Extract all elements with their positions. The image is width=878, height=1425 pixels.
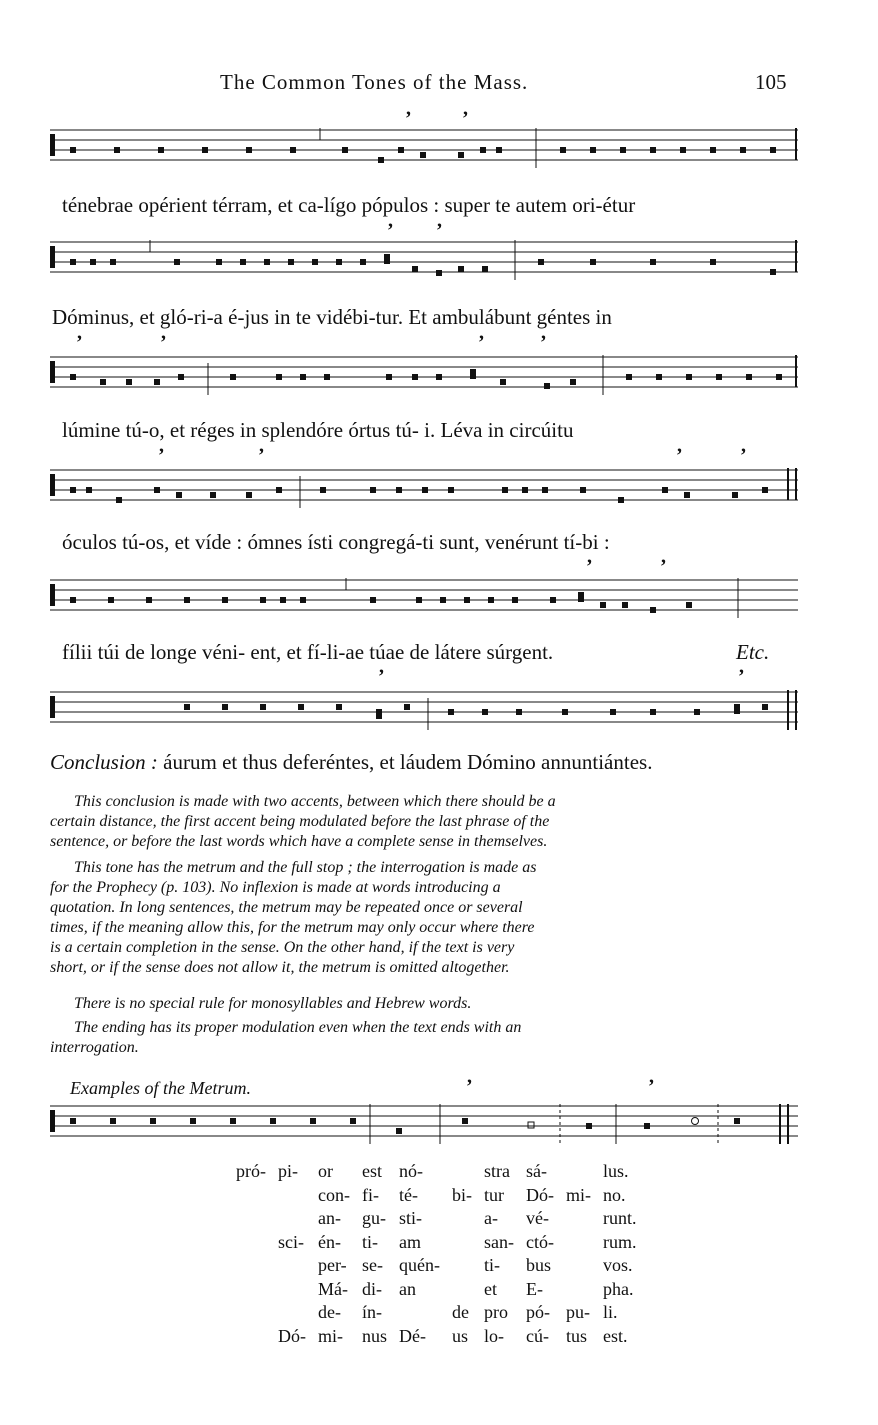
example-syllable: di- [361, 1278, 382, 1299]
etc-label: Etc. [736, 640, 770, 664]
example-syllable: an- [318, 1208, 341, 1228]
lyric-line: ténebrae opérient térram, et ca-lígo pópulos : super te autem ori-étur [62, 193, 636, 217]
accent-mark: ʼ [76, 332, 83, 354]
example-syllable [272, 1207, 312, 1231]
example-row [230, 1325, 642, 1349]
example-syllable: pó- [525, 1302, 550, 1322]
note-line: for the Prophecy (p. 103). No inflexion is made at words introducing a [50, 879, 501, 896]
accent-mark: ʼ [160, 332, 167, 354]
accent-mark: ʼ [436, 220, 443, 242]
page-header-title: The Common Tones of the Mass. [220, 70, 529, 94]
example-syllable: nus [361, 1325, 387, 1346]
example-syllable: Dé- [399, 1325, 426, 1346]
example-syllable [560, 1254, 597, 1278]
accent-mark: ʼ [540, 332, 547, 354]
accent-mark: ʼ [740, 445, 747, 467]
chant-staff [50, 578, 798, 618]
accent-mark: ʼ [405, 108, 412, 130]
example-syllable: per- [318, 1255, 347, 1275]
note-paragraph [50, 1018, 798, 1058]
example-syllable: et [483, 1278, 497, 1299]
example-syllable [272, 1278, 312, 1302]
example-syllable: rum. [602, 1231, 637, 1252]
example-syllable: sti- [399, 1208, 423, 1228]
example-syllable: mi- [318, 1325, 343, 1346]
lyric-line: lúmine tú-o, et réges in splendóre órtus tú- i. Léva in circúitu [62, 418, 574, 442]
example-syllable: sci- [278, 1231, 304, 1252]
example-syllable [393, 1301, 446, 1325]
example-syllable [230, 1254, 272, 1278]
example-row [230, 1278, 642, 1302]
example-syllable: bus [525, 1255, 551, 1275]
examples-label: Examples of the Metrum. [70, 1078, 251, 1098]
example-row [230, 1207, 642, 1231]
accent-mark: ʼ [387, 220, 394, 242]
example-syllable: ti- [361, 1231, 378, 1252]
example-syllable: fi- [361, 1184, 379, 1205]
example-syllable: a- [483, 1208, 498, 1228]
example-syllable: mi- [565, 1184, 591, 1205]
note-line: certain distance, the first accent being modulated before the last phrase of the [50, 813, 550, 830]
example-row [230, 1184, 642, 1208]
example-syllable: E- [525, 1278, 543, 1299]
example-syllable: pha. [602, 1278, 634, 1299]
accent-mark: ʼ [258, 445, 265, 467]
accent-mark: ʼ [478, 332, 485, 354]
example-syllable: én- [318, 1231, 341, 1252]
example-syllable [446, 1207, 478, 1231]
conclusion-label: Conclusion : [50, 750, 158, 774]
example-syllable [446, 1160, 478, 1184]
accent-mark: ʼ [462, 108, 469, 130]
example-syllable: Dó- [525, 1184, 554, 1205]
note-paragraph [50, 994, 798, 1014]
example-syllable: vé- [525, 1208, 549, 1228]
example-syllable: de- [318, 1302, 341, 1322]
example-syllable: pi- [278, 1161, 298, 1181]
chant-staff [50, 128, 798, 168]
example-syllable: gu- [361, 1208, 386, 1228]
example-syllable [560, 1160, 597, 1184]
example-syllable [446, 1231, 478, 1255]
lyric-line: Dóminus, et gló-ri-a é-jus in te vidébi-tur. Et ambulábunt géntes in [52, 305, 612, 329]
conclusion-line [50, 750, 652, 775]
note-line: short, or if the sense does not allow it, the metrum is omitted altogether. [50, 959, 510, 976]
note-paragraph [50, 858, 798, 978]
example-syllable: sá- [525, 1161, 547, 1181]
example-syllable: runt. [602, 1208, 637, 1228]
lyric-line: óculos tú-os, et víde : ómnes ísti congregá-ti sunt, venérunt tí-bi : [62, 530, 610, 554]
example-syllable: tur [483, 1184, 504, 1205]
example-row [230, 1231, 642, 1255]
example-syllable: stra [483, 1161, 510, 1181]
example-syllable: li. [602, 1302, 618, 1322]
example-syllable [230, 1184, 272, 1208]
accent-mark: ʼ [586, 556, 593, 578]
example-syllable [272, 1254, 312, 1278]
example-syllable: Dó- [278, 1325, 306, 1346]
accent-mark: ʼ [466, 1076, 473, 1098]
note-line: sentence, or before the last words which have a complete sense in themselves. [50, 833, 548, 850]
example-syllable [560, 1207, 597, 1231]
example-syllable: pró- [236, 1161, 266, 1181]
example-row [230, 1301, 642, 1325]
example-syllable: té- [399, 1184, 418, 1205]
example-syllable: lo- [483, 1325, 504, 1346]
page-number: 105 [755, 70, 787, 94]
example-syllable [230, 1278, 272, 1302]
example-syllable: pro [483, 1302, 508, 1322]
note-line: is a certain completion in the sense. On the other hand, if the text is very [50, 939, 515, 956]
example-syllable: pu- [565, 1302, 590, 1322]
example-syllable: con- [318, 1184, 350, 1205]
example-syllable [272, 1301, 312, 1325]
note-line: This tone has the metrum and the full stop ; the interrogation is made as [74, 859, 537, 876]
note-line: quotation. In long sentences, the metrum may be repeated once or several [50, 899, 523, 916]
accent-mark: ʼ [738, 666, 745, 688]
example-syllable [230, 1207, 272, 1231]
example-syllable: us [451, 1325, 468, 1346]
example-syllable: san- [483, 1231, 514, 1252]
example-syllable: cú- [525, 1325, 549, 1346]
example-syllable: quén- [399, 1255, 440, 1275]
example-syllable [446, 1278, 478, 1302]
example-syllable [560, 1278, 597, 1302]
chant-staff [50, 240, 798, 280]
example-syllable [272, 1184, 312, 1208]
example-syllable: de [451, 1302, 469, 1322]
accent-mark: ʼ [378, 666, 385, 688]
example-syllable: ctó- [525, 1231, 554, 1252]
metrum-examples-table [230, 1160, 642, 1348]
note-line: times, if the meaning allow this, for the metrum may only occur where there [50, 919, 535, 936]
note-paragraph [50, 792, 798, 852]
chant-staff [50, 690, 798, 730]
note-line: This conclusion is made with two accents, between which there should be a [74, 793, 556, 810]
chant-staff [50, 468, 798, 508]
example-syllable [560, 1231, 597, 1255]
example-syllable [230, 1325, 272, 1349]
example-syllable: tus [565, 1325, 587, 1346]
example-syllable [230, 1231, 272, 1255]
lyric-line: fílii túi de longe véni- ent, et fí-li-ae túae de látere súrgent. [62, 640, 554, 664]
example-syllable: est [361, 1161, 382, 1181]
example-syllable: no. [602, 1184, 626, 1205]
example-row [230, 1160, 642, 1184]
example-syllable: bi- [451, 1184, 472, 1205]
example-syllable: am [399, 1231, 421, 1252]
accent-mark: ʼ [676, 445, 683, 467]
note-line: interrogation. [50, 1039, 139, 1056]
accent-mark: ʼ [158, 445, 165, 467]
example-syllable [230, 1301, 272, 1325]
example-syllable: se- [361, 1255, 383, 1275]
example-row [230, 1254, 642, 1278]
example-syllable: Má- [318, 1278, 348, 1299]
conclusion-text: áurum et thus deferéntes, et láudem Dómino annuntiántes. [163, 750, 653, 774]
note-line: The ending has its proper modulation even when the text ends with an [74, 1019, 522, 1036]
example-syllable: est. [602, 1325, 628, 1346]
example-syllable: vos. [602, 1255, 633, 1275]
example-syllable: ín- [361, 1302, 382, 1322]
chant-staff [50, 355, 798, 395]
example-syllable: or [318, 1161, 333, 1181]
example-syllable: ti- [483, 1255, 500, 1275]
example-syllable: nó- [399, 1161, 423, 1181]
example-syllable: lus. [602, 1161, 629, 1181]
note-line: There is no special rule for monosyllables and Hebrew words. [74, 995, 472, 1012]
accent-mark: ʼ [648, 1076, 655, 1098]
example-syllable [446, 1254, 478, 1278]
chant-staff [50, 1104, 798, 1144]
accent-mark: ʼ [660, 556, 667, 578]
example-syllable: an [399, 1278, 416, 1299]
